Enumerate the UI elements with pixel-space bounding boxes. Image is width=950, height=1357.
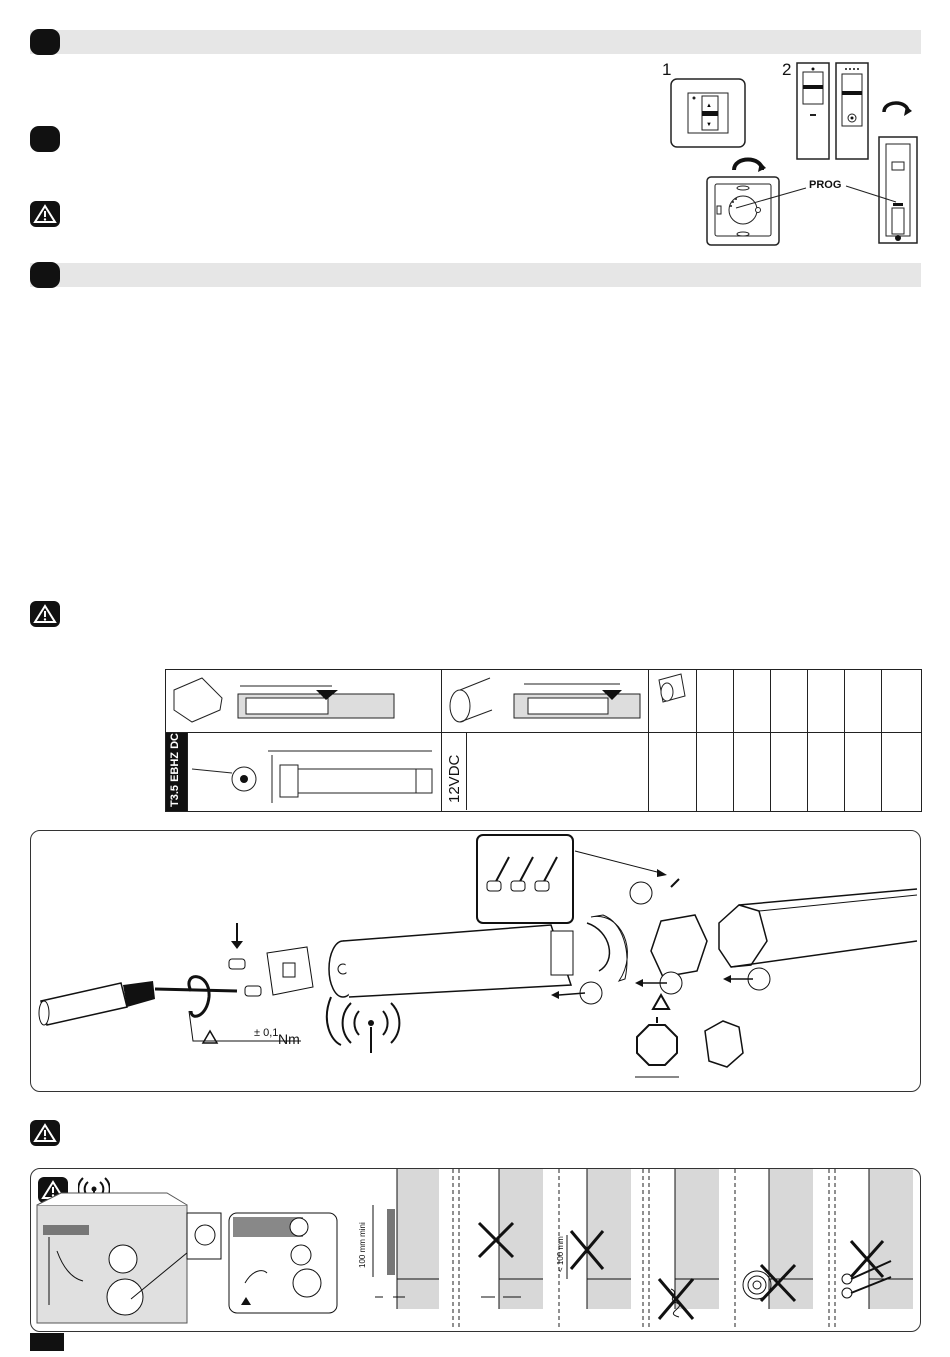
clearance-bad-label: < 100 mm <box>556 1236 565 1272</box>
rotate-arrow-icon <box>880 98 912 122</box>
installation-illustrations <box>31 1169 919 1329</box>
round-tube-diagram <box>442 670 649 733</box>
motor-assembly-illustration <box>31 831 919 1089</box>
motor-voltage: 12VDC <box>446 754 463 803</box>
step-marker-1 <box>30 29 60 55</box>
motor-spec-table <box>165 669 922 812</box>
warning-icon <box>30 1120 60 1146</box>
remote-control-1 <box>796 62 832 162</box>
radio-icon <box>343 1003 400 1053</box>
tube-end-icon <box>649 670 697 733</box>
svg-text:▲: ▲ <box>706 103 712 109</box>
figure-label-1: 1 <box>662 60 672 79</box>
section-bar-2 <box>30 263 921 287</box>
warning-icon <box>30 601 60 627</box>
prog-label: PROG <box>809 179 842 191</box>
remote-control-2 <box>835 62 871 162</box>
prog-leader-lines <box>730 180 900 220</box>
rotate-arrow-icon <box>730 152 766 174</box>
clearance-ok-label: 100 mm mini <box>358 1222 367 1268</box>
step-marker-2 <box>30 126 60 152</box>
warning-icon <box>30 201 60 227</box>
motor-model-cell <box>166 733 188 812</box>
torque-unit: Nm <box>278 1031 300 1047</box>
octagonal-tube-diagram <box>166 670 442 733</box>
motor-model: T3.5 EBHZ DC <box>169 733 181 807</box>
page-marker <box>30 1333 64 1351</box>
step-marker-3 <box>30 262 60 288</box>
section-bar-1 <box>30 30 921 54</box>
svg-text:▼: ▼ <box>706 122 712 128</box>
wall-switch-illustration <box>670 76 750 152</box>
figure-label-2: 2 <box>782 60 792 79</box>
voltage-cell <box>442 733 649 812</box>
motor-diagram <box>188 733 442 812</box>
torque-value: ± 0,1 <box>254 1027 279 1039</box>
